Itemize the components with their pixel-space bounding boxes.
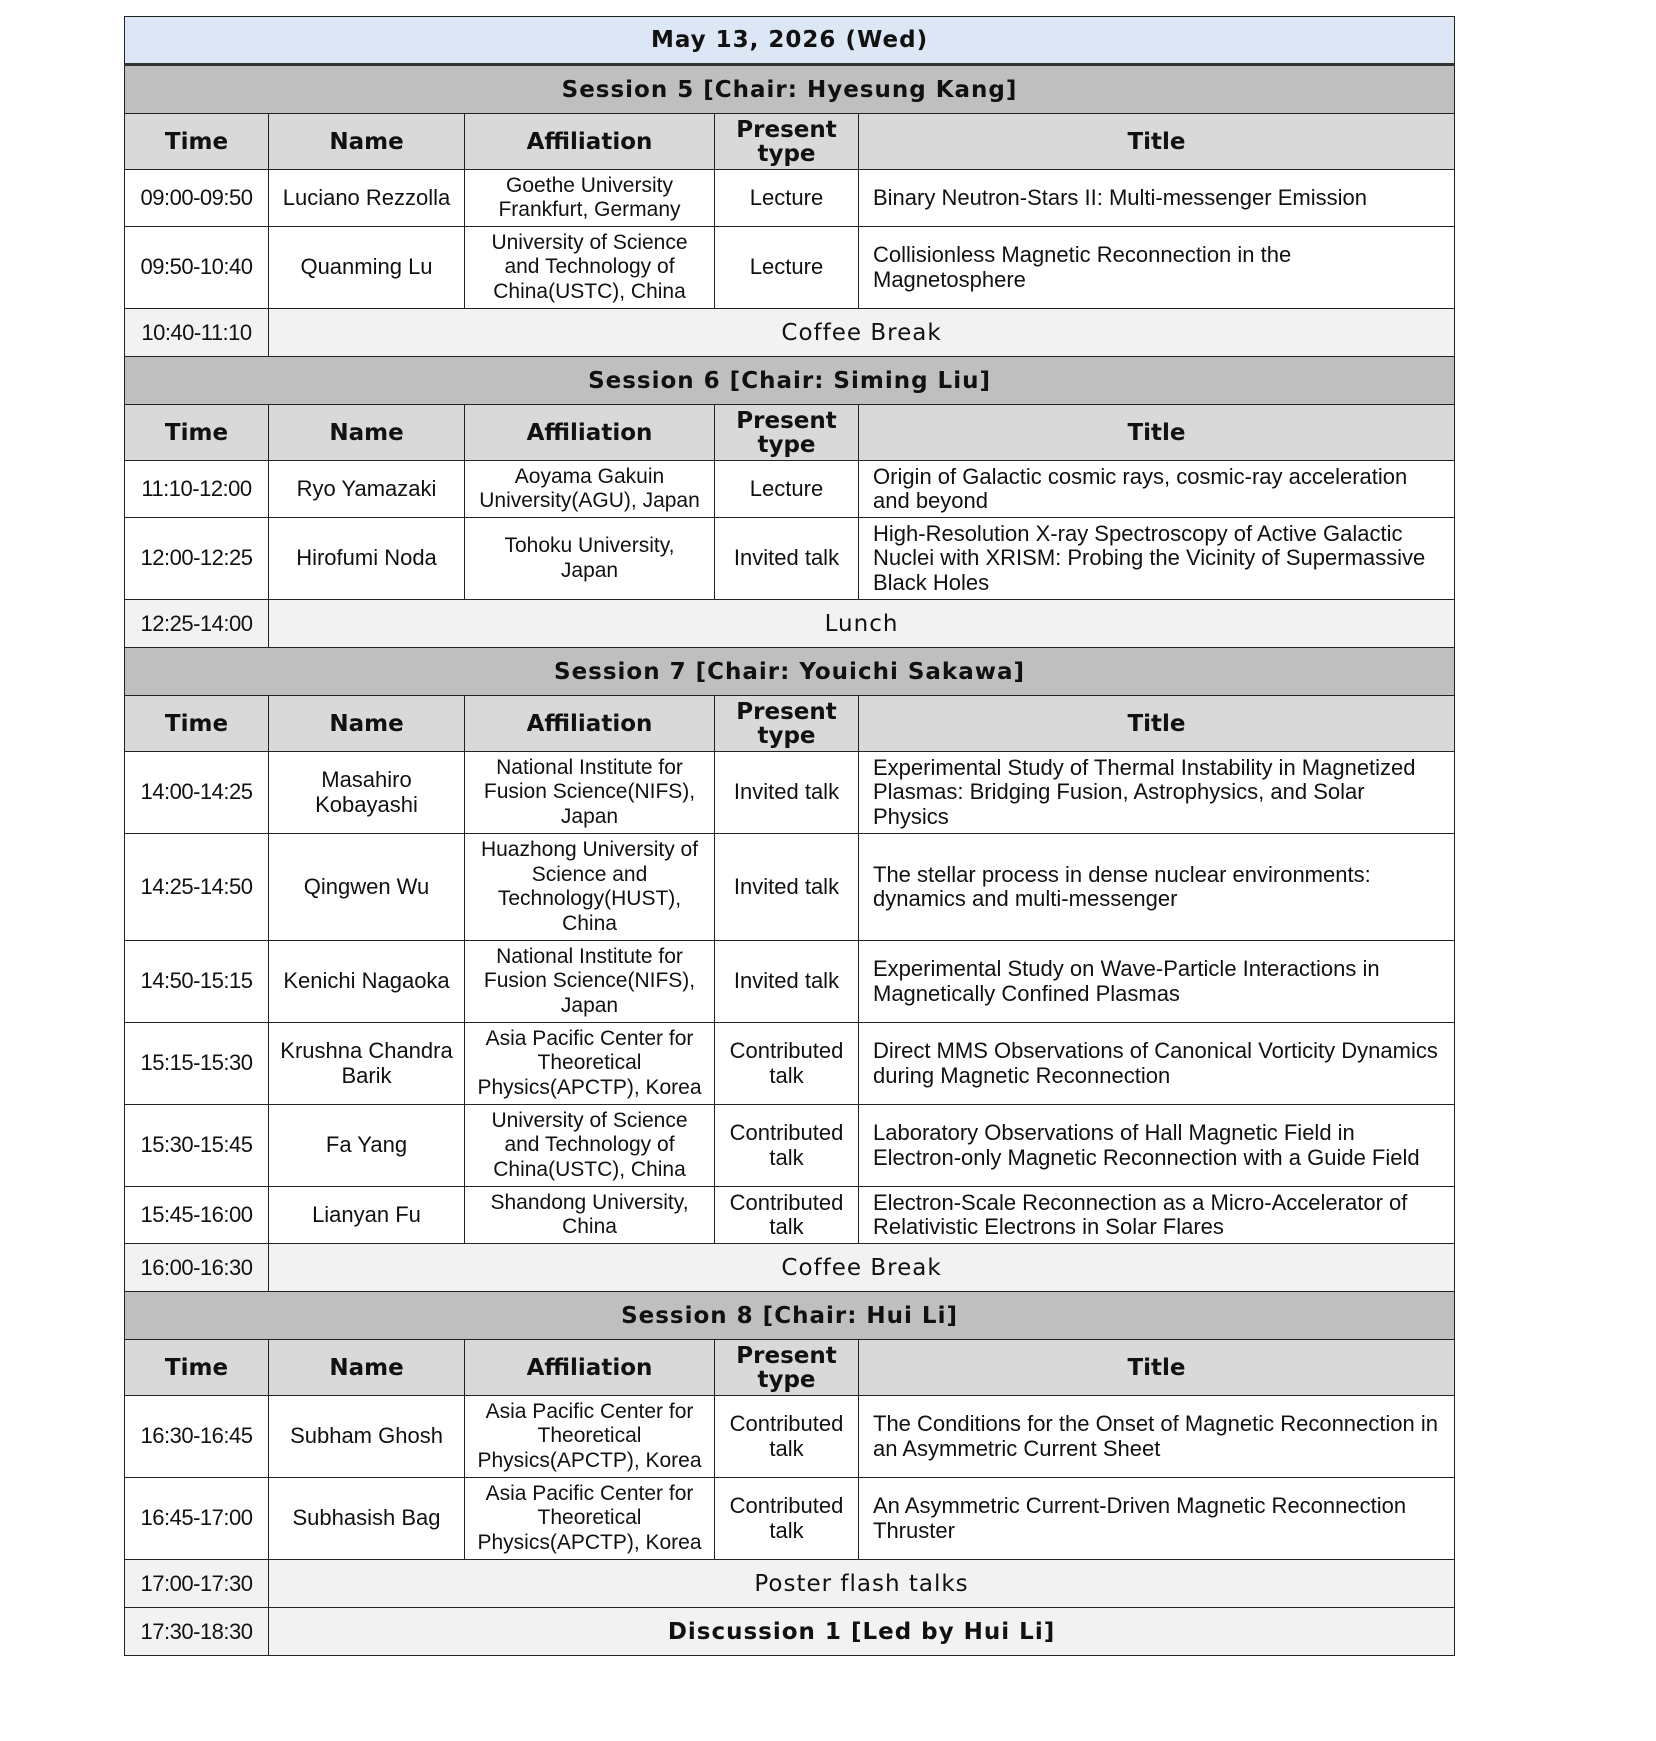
- talk-name: Masahiro Kobayashi: [269, 752, 465, 834]
- table-row: [125, 170, 1455, 227]
- talk-title: Binary Neutron-Stars II: Multi-messenger Emission: [859, 170, 1455, 227]
- talk-title: Direct MMS Observations of Canonical Vorticity Dynamics during Magnetic Reconnection: [859, 1023, 1455, 1105]
- header-name: Name: [269, 696, 465, 752]
- column-header-row: [125, 405, 1455, 461]
- header-name: Name: [269, 1340, 465, 1396]
- break-row: [125, 1244, 1455, 1292]
- discussion-row: [125, 1608, 1455, 1656]
- break-time: 16:00-16:30: [125, 1244, 269, 1292]
- header-title: Title: [859, 1340, 1455, 1396]
- table-row: [125, 1105, 1455, 1187]
- header-present-type: [715, 696, 859, 752]
- header-time: Time: [125, 696, 269, 752]
- talk-title: Origin of Galactic cosmic rays, cosmic-ray acceleration and beyond: [859, 461, 1455, 518]
- header-time: Time: [125, 114, 269, 170]
- talk-time: 14:25-14:50: [125, 834, 269, 941]
- talk-time: 16:45-17:00: [125, 1478, 269, 1560]
- talk-affiliation: National Institute for Fusion Science(NIFS), Japan: [465, 752, 715, 834]
- talk-name: Kenichi Nagaoka: [269, 941, 465, 1023]
- header-present-type: [715, 405, 859, 461]
- header-type-line2: type: [757, 431, 816, 458]
- talk-affiliation: Goethe University Frankfurt, Germany: [465, 170, 715, 227]
- break-time: 12:25-14:00: [125, 600, 269, 648]
- break-label: Coffee Break: [269, 1244, 1455, 1292]
- talk-affiliation: University of Science and Technology of China(USTC), China: [465, 1105, 715, 1187]
- talk-type: Contributed talk: [715, 1187, 859, 1244]
- talk-time: 15:15-15:30: [125, 1023, 269, 1105]
- talk-affiliation: University of Science and Technology of China(USTC), China: [465, 227, 715, 309]
- discussion-time: 17:30-18:30: [125, 1608, 269, 1656]
- talk-type: Lecture: [715, 227, 859, 309]
- session-header: [125, 357, 1455, 405]
- talk-title: Collisionless Magnetic Reconnection in the Magnetosphere: [859, 227, 1455, 309]
- column-header-row: [125, 696, 1455, 752]
- talk-type: Contributed talk: [715, 1105, 859, 1187]
- header-title: Title: [859, 114, 1455, 170]
- talk-affiliation: Asia Pacific Center for Theoretical Physics(APCTP), Korea: [465, 1396, 715, 1478]
- schedule: [124, 16, 1454, 1656]
- date-row: [125, 17, 1455, 65]
- header-affiliation: Affiliation: [465, 696, 715, 752]
- talk-name: Lianyan Fu: [269, 1187, 465, 1244]
- header-type-line1: Present: [736, 1342, 837, 1369]
- talk-type: Invited talk: [715, 834, 859, 941]
- talk-name: Qingwen Wu: [269, 834, 465, 941]
- talk-title: Electron-Scale Reconnection as a Micro-Accelerator of Relativistic Electrons in Solar Flares: [859, 1187, 1455, 1244]
- talk-type: Contributed talk: [715, 1396, 859, 1478]
- talk-affiliation: National Institute for Fusion Science(NIFS), Japan: [465, 941, 715, 1023]
- table-row: [125, 461, 1455, 518]
- talk-time: 16:30-16:45: [125, 1396, 269, 1478]
- talk-title: Laboratory Observations of Hall Magnetic Field in Electron-only Magnetic Reconnection with a Guide Field: [859, 1105, 1455, 1187]
- talk-type: Contributed talk: [715, 1478, 859, 1560]
- break-time: 10:40-11:10: [125, 309, 269, 357]
- talk-name: Quanming Lu: [269, 227, 465, 309]
- poster-label: Poster flash talks: [269, 1560, 1455, 1608]
- table-row: [125, 752, 1455, 834]
- talk-time: 14:00-14:25: [125, 752, 269, 834]
- table-row: [125, 834, 1455, 941]
- table-row: [125, 518, 1455, 600]
- table-row: [125, 227, 1455, 309]
- header-type-line1: Present: [736, 407, 837, 434]
- date-heading: May 13, 2026 (Wed): [125, 17, 1455, 65]
- talk-type: Invited talk: [715, 518, 859, 600]
- talk-title: Experimental Study of Thermal Instability in Magnetized Plasmas: Bridging Fusion, Astrophysics, and Solar Physics: [859, 752, 1455, 834]
- table-row: [125, 1478, 1455, 1560]
- talk-name: Fa Yang: [269, 1105, 465, 1187]
- talk-time: 12:00-12:25: [125, 518, 269, 600]
- schedule-table: [124, 16, 1455, 1656]
- talk-affiliation: Tohoku University, Japan: [465, 518, 715, 600]
- table-row: [125, 1187, 1455, 1244]
- talk-affiliation: Aoyama Gakuin University(AGU), Japan: [465, 461, 715, 518]
- table-row: [125, 1023, 1455, 1105]
- break-row: [125, 309, 1455, 357]
- break-label: Lunch: [269, 600, 1455, 648]
- talk-title: High-Resolution X-ray Spectroscopy of Active Galactic Nuclei with XRISM: Probing the Vicinity of Supermassive Black Holes: [859, 518, 1455, 600]
- talk-type: Lecture: [715, 170, 859, 227]
- talk-title: An Asymmetric Current-Driven Magnetic Reconnection Thruster: [859, 1478, 1455, 1560]
- talk-title: The stellar process in dense nuclear environments: dynamics and multi-messenger: [859, 834, 1455, 941]
- session-title: Session 8 [Chair: Hui Li]: [125, 1292, 1455, 1340]
- talk-name: Hirofumi Noda: [269, 518, 465, 600]
- header-type-line2: type: [757, 140, 816, 167]
- talk-time: 09:50-10:40: [125, 227, 269, 309]
- session-header: [125, 648, 1455, 696]
- talk-affiliation: Asia Pacific Center for Theoretical Physics(APCTP), Korea: [465, 1478, 715, 1560]
- talk-time: 15:30-15:45: [125, 1105, 269, 1187]
- header-affiliation: Affiliation: [465, 1340, 715, 1396]
- header-type-line2: type: [757, 722, 816, 749]
- talk-type: Invited talk: [715, 752, 859, 834]
- poster-row: [125, 1560, 1455, 1608]
- header-affiliation: Affiliation: [465, 405, 715, 461]
- header-title: Title: [859, 405, 1455, 461]
- talk-name: Ryo Yamazaki: [269, 461, 465, 518]
- header-present-type: [715, 114, 859, 170]
- poster-time: 17:00-17:30: [125, 1560, 269, 1608]
- break-label: Coffee Break: [269, 309, 1455, 357]
- talk-affiliation: Huazhong University of Science and Technology(HUST), China: [465, 834, 715, 941]
- talk-name: Luciano Rezzolla: [269, 170, 465, 227]
- header-name: Name: [269, 114, 465, 170]
- talk-type: Contributed talk: [715, 1023, 859, 1105]
- talk-time: 11:10-12:00: [125, 461, 269, 518]
- header-name: Name: [269, 405, 465, 461]
- talk-time: 14:50-15:15: [125, 941, 269, 1023]
- column-header-row: [125, 1340, 1455, 1396]
- table-row: [125, 941, 1455, 1023]
- session-title: Session 6 [Chair: Siming Liu]: [125, 357, 1455, 405]
- session-header: [125, 1292, 1455, 1340]
- talk-name: Subham Ghosh: [269, 1396, 465, 1478]
- header-present-type: [715, 1340, 859, 1396]
- column-header-row: [125, 114, 1455, 170]
- talk-type: Lecture: [715, 461, 859, 518]
- talk-title: The Conditions for the Onset of Magnetic Reconnection in an Asymmetric Current Sheet: [859, 1396, 1455, 1478]
- talk-affiliation: Shandong University, China: [465, 1187, 715, 1244]
- header-type-line1: Present: [736, 698, 837, 725]
- session-title: Session 5 [Chair: Hyesung Kang]: [125, 65, 1455, 114]
- talk-name: Subhasish Bag: [269, 1478, 465, 1560]
- header-type-line2: type: [757, 1366, 816, 1393]
- break-row: [125, 600, 1455, 648]
- talk-type: Invited talk: [715, 941, 859, 1023]
- talk-title: Experimental Study on Wave-Particle Interactions in Magnetically Confined Plasmas: [859, 941, 1455, 1023]
- header-affiliation: Affiliation: [465, 114, 715, 170]
- talk-name: Krushna Chandra Barik: [269, 1023, 465, 1105]
- header-time: Time: [125, 1340, 269, 1396]
- discussion-label: Discussion 1 [Led by Hui Li]: [269, 1608, 1455, 1656]
- session-header: [125, 65, 1455, 114]
- table-row: [125, 1396, 1455, 1478]
- talk-affiliation: Asia Pacific Center for Theoretical Physics(APCTP), Korea: [465, 1023, 715, 1105]
- session-title: Session 7 [Chair: Youichi Sakawa]: [125, 648, 1455, 696]
- talk-time: 15:45-16:00: [125, 1187, 269, 1244]
- header-time: Time: [125, 405, 269, 461]
- header-title: Title: [859, 696, 1455, 752]
- header-type-line1: Present: [736, 116, 837, 143]
- talk-time: 09:00-09:50: [125, 170, 269, 227]
